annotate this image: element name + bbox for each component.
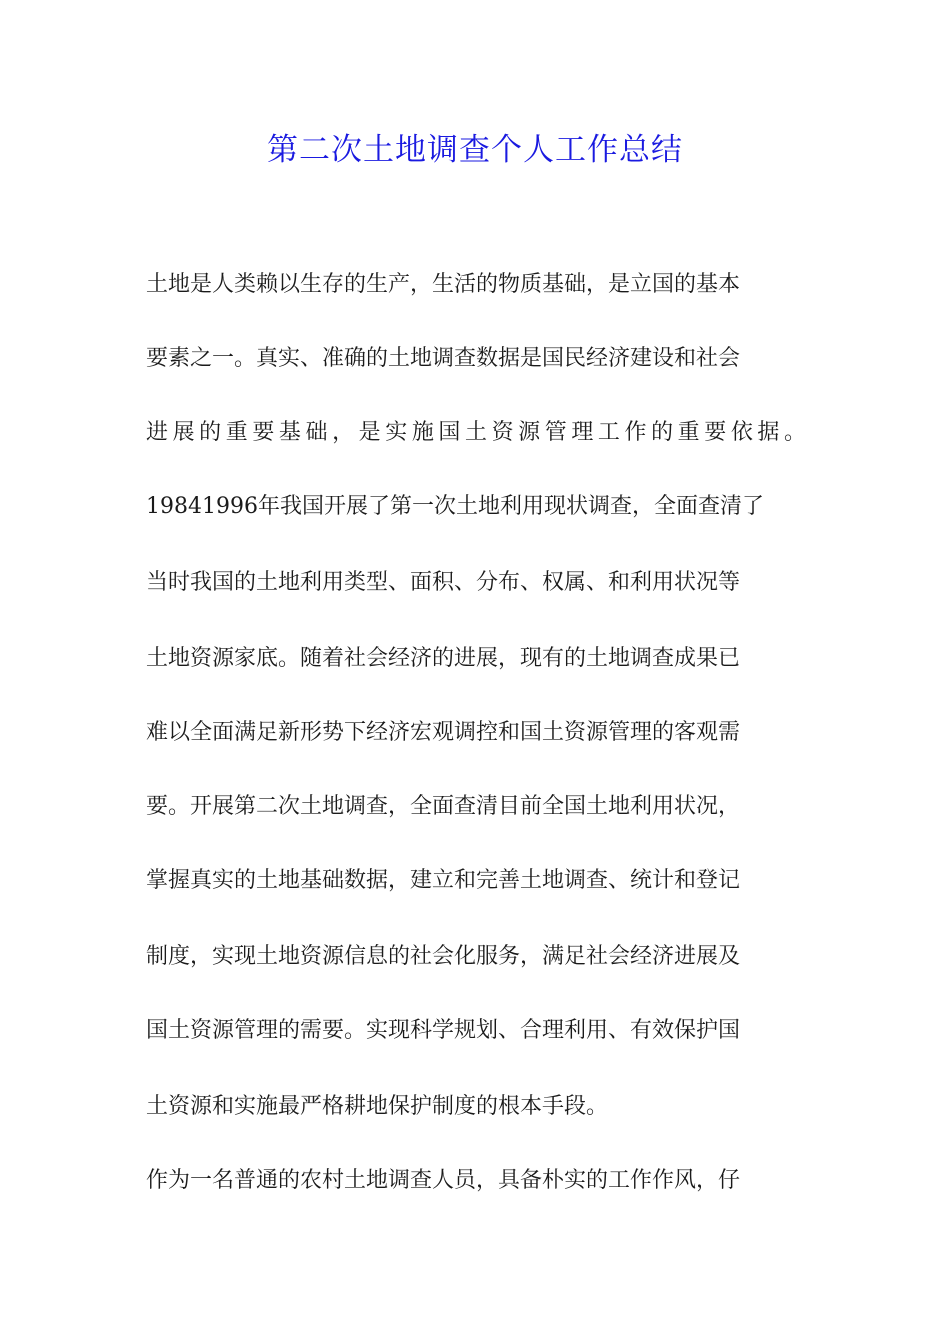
document-title: 第二次土地调查个人工作总结: [267, 132, 683, 168]
paragraph-line: 掌握真实的土地基础数据，建立和完善土地调查、统计和登记: [146, 868, 741, 893]
paragraph-line: 19841996年我国开展了第一次土地利用现状调查，全面查清了: [146, 494, 764, 519]
paragraph-line: 制度，实现土地资源信息的社会化服务，满足社会经济进展及: [146, 944, 741, 969]
paragraph-line: 当时我国的土地利用类型、面积、分布、权属、和利用状况等: [146, 570, 741, 595]
paragraph-line: 土地是人类赖以生存的生产，生活的物质基础，是立国的基本: [146, 272, 741, 297]
paragraph-line: 土地资源家底。随着社会经济的进展，现有的土地调查成果已: [146, 646, 741, 671]
paragraph-line: 国土资源管理的需要。实现科学规划、合理利用、有效保护国: [146, 1018, 741, 1043]
paragraph-line: 作为一名普通的农村土地调查人员，具备朴实的工作作风，仔: [146, 1168, 741, 1193]
paragraph-line: 要。开展第二次土地调查，全面查清目前全国土地利用状况，: [146, 794, 741, 819]
paragraph-line: 要素之一。真实、准确的土地调查数据是国民经济建设和社会: [146, 346, 741, 371]
paragraph-line: 难以全面满足新形势下经济宏观调控和国土资源管理的客观需: [146, 720, 741, 745]
paragraph-line: 土资源和实施最严格耕地保护制度的根本手段。: [146, 1094, 609, 1119]
paragraph-line: 进展的重要基础，是实施国土资源管理工作的重要依据。: [146, 420, 806, 445]
